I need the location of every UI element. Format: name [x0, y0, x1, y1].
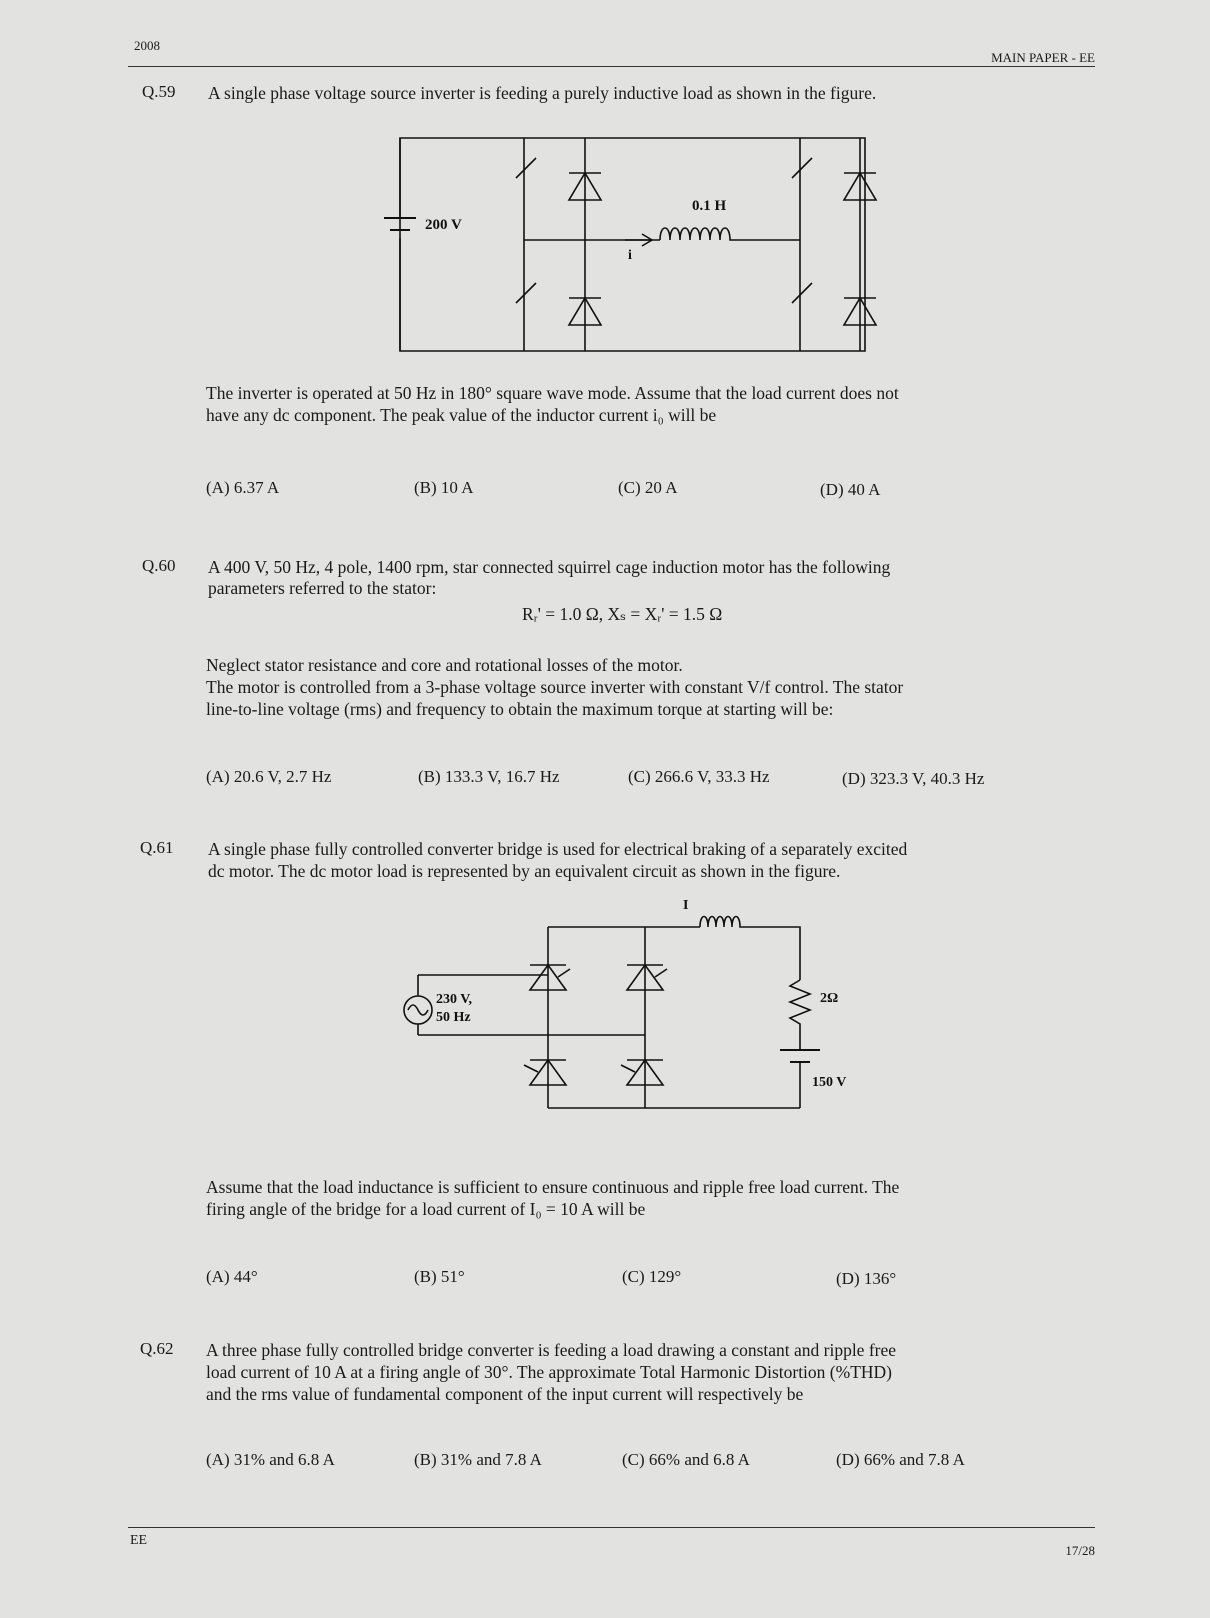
q60-option-c[interactable]: (C) 266.6 V, 33.3 Hz: [628, 767, 770, 786]
footer-left: EE: [130, 1533, 148, 1548]
q62-stem-line2: load current of 10 A at a firing angle of 30°. The approximate Total Harmonic Distortion (%THD): [206, 1362, 892, 1382]
q62-stem-line3: and the rms value of fundamental component of the input current will respectively be: [206, 1384, 804, 1404]
q62-option-b[interactable]: (B) 31% and 7.8 A: [414, 1450, 542, 1469]
q62-option-d[interactable]: (D) 66% and 7.8 A: [836, 1450, 965, 1469]
q60-stem-line2: parameters referred to the stator:: [208, 578, 437, 598]
q59-stem: A single phase voltage source inverter is feeding a purely inductive load as shown in the figure.: [208, 83, 877, 103]
q60-text-line1: Neglect stator resistance and core and rotational losses of the motor.: [206, 655, 683, 675]
q61-text-line1: Assume that the load inductance is sufficient to ensure continuous and ripple free load current. The: [206, 1177, 900, 1197]
q59-option-d[interactable]: (D) 40 A: [820, 480, 881, 499]
q60-option-b[interactable]: (B) 133.3 V, 16.7 Hz: [418, 767, 560, 786]
header-year: 2008: [134, 38, 160, 53]
q61-stem-line2: dc motor. The dc motor load is represented by an equivalent circuit as shown in the figure.: [208, 861, 841, 881]
q59-inverter-circuit: [370, 128, 910, 358]
q59-text-line1: The inverter is operated at 50 Hz in 180° square wave mode. Assume that the load current does not: [206, 383, 899, 403]
q61-option-b[interactable]: (B) 51°: [414, 1267, 465, 1286]
q59-number: Q.59: [142, 82, 176, 101]
q60-formula: Rᵣ' = 1.0 Ω, Xₛ = Xᵣ' = 1.5 Ω: [522, 604, 723, 624]
q61-option-a[interactable]: (A) 44°: [206, 1267, 258, 1286]
q59-option-c[interactable]: (C) 20 A: [618, 478, 678, 497]
q61-option-d[interactable]: (D) 136°: [836, 1269, 897, 1288]
q62-option-c[interactable]: (C) 66% and 6.8 A: [622, 1450, 750, 1469]
q60-number: Q.60: [142, 556, 176, 575]
q61-converter-circuit: [400, 885, 847, 1120]
q60-option-d[interactable]: (D) 323.3 V, 40.3 Hz: [842, 769, 985, 788]
q61-number: Q.61: [140, 838, 174, 857]
q61-source-frequency: 50 Hz: [436, 1010, 471, 1025]
q61-source-voltage: 230 V,: [436, 992, 473, 1007]
q61-option-c[interactable]: (C) 129°: [622, 1267, 682, 1286]
q60-stem-line1: A 400 V, 50 Hz, 4 pole, 1400 rpm, star connected squirrel cage induction motor has the following: [208, 557, 891, 577]
header-paper: MAIN PAPER - EE: [991, 50, 1095, 65]
q61-resistor-label: 2Ω: [820, 991, 839, 1006]
footer-rule: [128, 1527, 1095, 1528]
q60-option-a[interactable]: (A) 20.6 V, 2.7 Hz: [206, 767, 332, 786]
q61-current-label: I: [683, 898, 689, 913]
q61-text-line2: firing angle of the bridge for a load current of I₀ = 10 A will be: [206, 1199, 646, 1219]
q61-battery-label: 150 V: [812, 1075, 847, 1090]
q59-option-a[interactable]: (A) 6.37 A: [206, 478, 280, 497]
q59-option-b[interactable]: (B) 10 A: [414, 478, 474, 497]
q60-text-line2: The motor is controlled from a 3-phase voltage source inverter with constant V/f control. The stator: [206, 677, 904, 697]
footer-page: 17/28: [1065, 1543, 1095, 1558]
q62-number: Q.62: [140, 1339, 174, 1358]
q59-text-line2: have any dc component. The peak value of the inductor current i₀ will be: [206, 405, 717, 425]
q59-source-label: 200 V: [425, 217, 462, 233]
q60-text-line3: line-to-line voltage (rms) and frequency to obtain the maximum torque at starting will be:: [206, 699, 834, 719]
q62-option-a[interactable]: (A) 31% and 6.8 A: [206, 1450, 335, 1469]
q62-stem-line1: A three phase fully controlled bridge converter is feeding a load drawing a constant and ripple free: [206, 1340, 897, 1360]
q59-inductance-label: 0.1 H: [692, 198, 727, 214]
q59-current-label: i: [628, 248, 632, 263]
q61-stem-line1: A single phase fully controlled converter bridge is used for electrical braking of a separately excited: [208, 839, 908, 859]
header-rule: [128, 66, 1095, 67]
